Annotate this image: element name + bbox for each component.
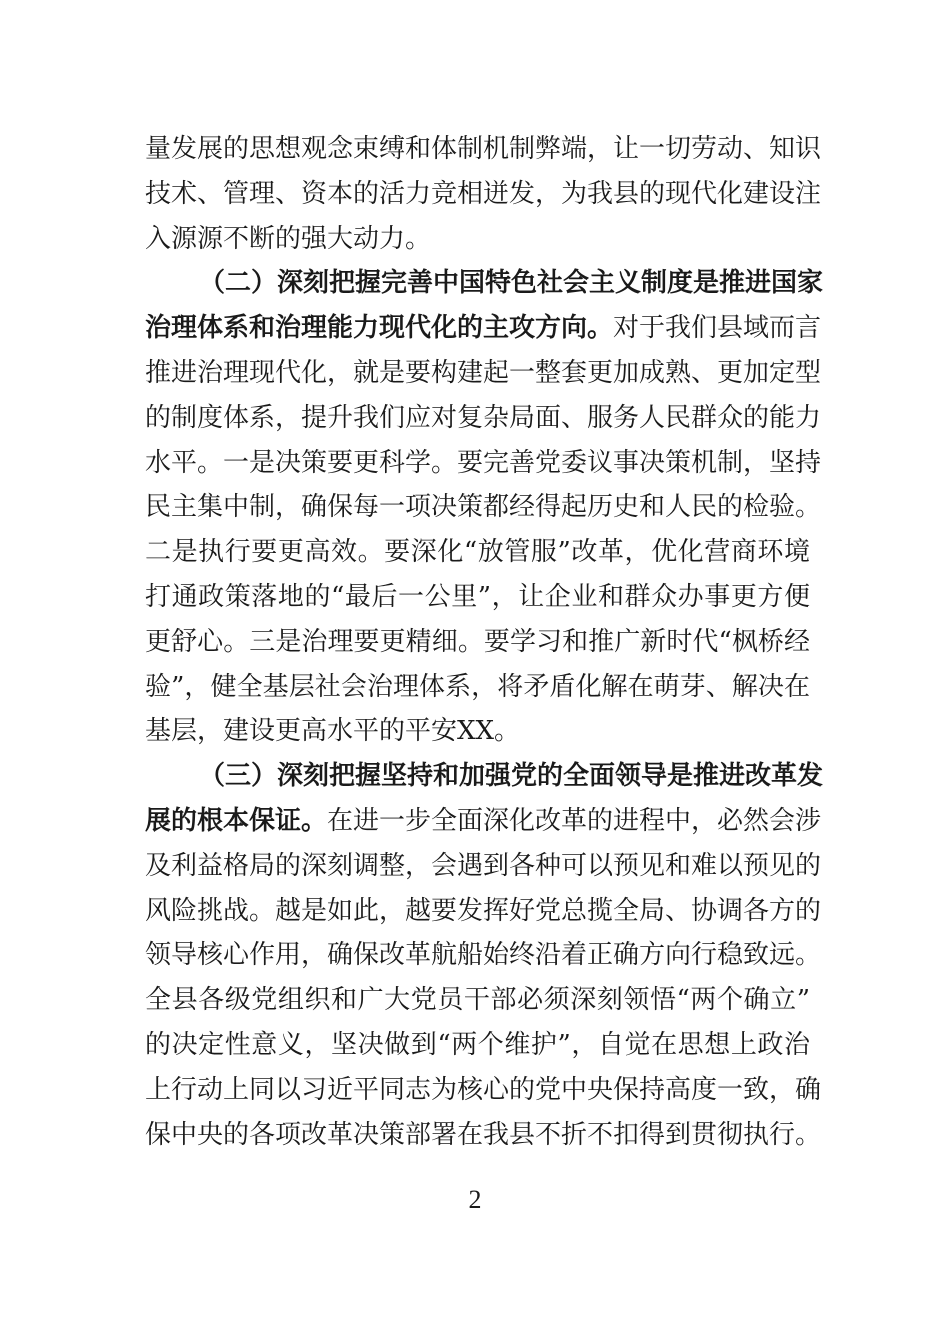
section-heading: （二）深刻把握完善中国特色社会主义制度是推进国家 [199,268,824,299]
text-line: 风险挑战。越是如此，越要发挥好党总揽全局、协调各方的 [145,895,822,926]
text-line: 保中央的各项改革决策部署在我县不折不扣得到贯彻执行。 [145,1119,822,1150]
text-line: 入源源不断的强大动力。 [145,223,432,254]
text-line: 的决定性意义，坚决做到“两个维护”，自觉在思想上政治 [145,1029,810,1060]
section-heading: （三）深刻把握坚持和加强党的全面领导是推进改革发 [199,761,824,792]
text-line: 及利益格局的深刻调整，会遇到各种可以预见和难以预见的 [145,850,822,881]
text-line: 推进治理现代化，就是要构建起一整套更加成熟、更加定型 [145,357,822,388]
text-fragment: 在进一步全面深化改革的进程中，必然会涉 [327,805,822,836]
text-line: 验”，健全基层社会治理体系，将矛盾化解在萌芽、解决在 [145,671,810,702]
text-line: 打通政策落地的“最后一公里”，让企业和群众办事更方便 [145,581,810,612]
text-line: 量发展的思想观念束缚和体制机制弊端，让一切劳动、知识 [145,134,822,164]
text-line: 领导核心作用，确保改革航船始终沿着正确方向行稳致远。 [145,940,822,971]
text-fragment: 对于我们县域而言 [613,313,822,344]
paragraph-section-two [145,261,824,754]
text-line: 水平。一是决策要更科学。要完善党委议事决策机制，坚持 [145,447,822,478]
text-line: 更舒心。三是治理要更精细。要学习和推广新时代“枫桥经 [145,626,810,657]
text-line: 二是执行要更高效。要深化“放管服”改革，优化营商环境 [145,537,810,568]
text-line: 技术、管理、资本的活力竞相迸发，为我县的现代化建设注 [145,178,822,209]
paragraph-continuation [145,127,822,261]
section-heading-end: 治理体系和治理能力现代化的主攻方向。 [145,313,614,344]
paragraph-section-three [145,754,824,1157]
section-heading-end: 展的根本保证。 [145,805,328,836]
text-line [145,799,822,844]
text-line: 的制度体系，提升我们应对复杂局面、服务人民群众的能力 [145,402,822,433]
text-line: 民主集中制，确保每一项决策都经得起历史和人民的检验。 [145,492,822,523]
page-number: 2 [468,1185,482,1214]
text-line [145,306,822,351]
document-body [145,127,824,1157]
text-line: 基层，建设更高水平的平安XX。 [145,716,521,747]
text-line: 上行动上同以习近平同志为核心的党中央保持高度一致，确 [145,1074,822,1105]
text-line: 全县各级党组织和广大党员干部必须深刻领悟“两个确立” [145,985,810,1016]
